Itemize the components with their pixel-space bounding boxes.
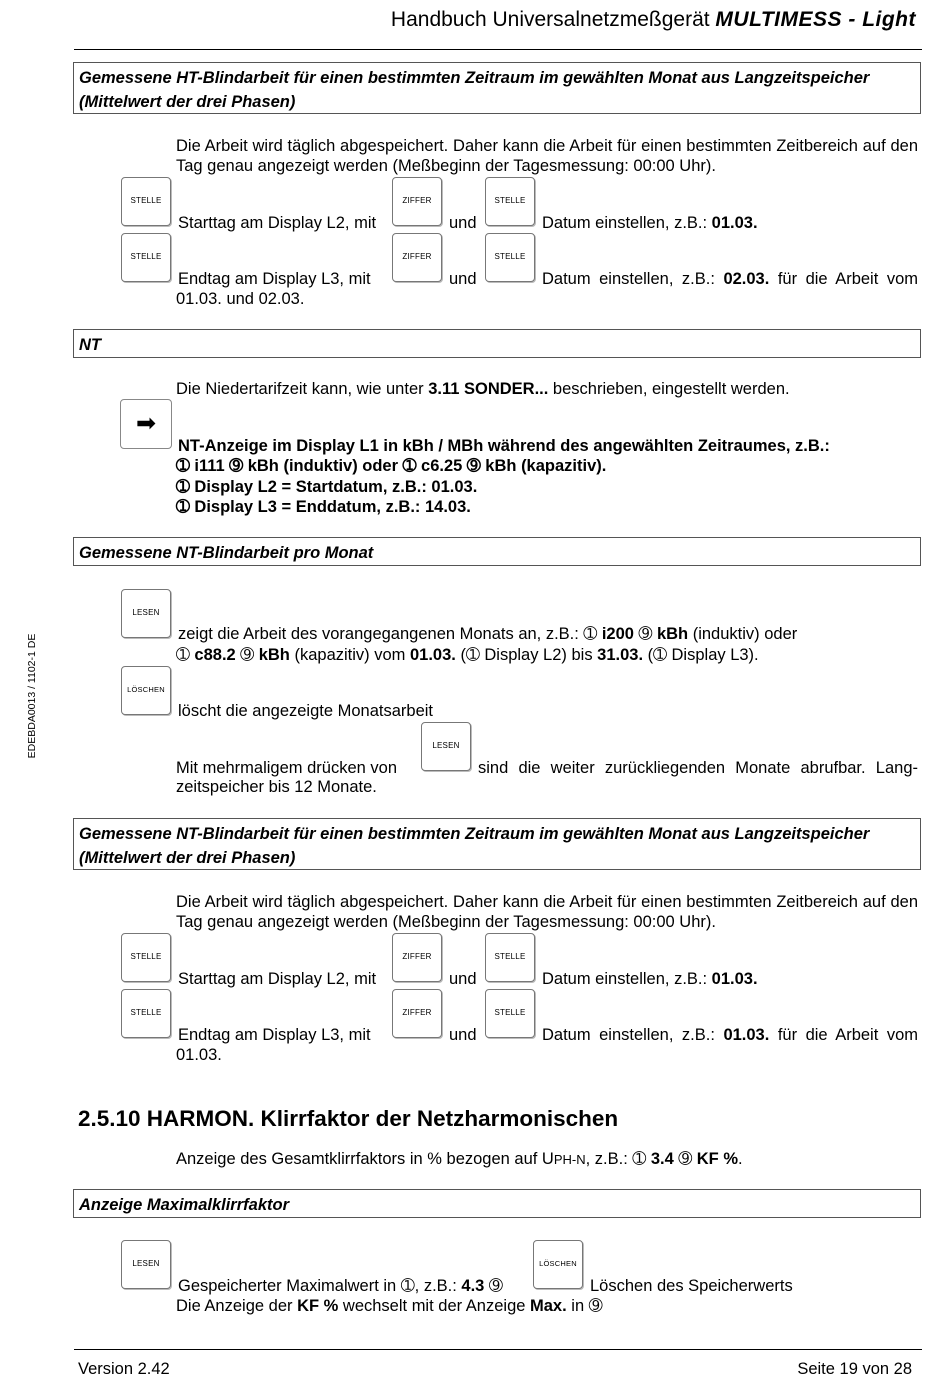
sec3-end-label: Endtag am Display L3, mit <box>178 1026 371 1044</box>
stelle-key-icon: STELLE <box>121 989 171 1038</box>
stelle-key-icon: STELLE <box>485 933 535 982</box>
arrow-right-icon: ➡ <box>120 399 172 449</box>
und-label: und <box>449 214 477 232</box>
sec2-more-b: sind die weiter zurückliegenden Monate abrufbar. Lang- <box>478 759 918 777</box>
stelle-key-icon: STELLE <box>121 933 171 982</box>
nt-line-3: ➀ Display L2 = Startdatum, z.B.: 01.03. <box>176 478 478 496</box>
sec3-start-label: Starttag am Display L2, mit <box>178 970 377 988</box>
stelle-key-icon: STELLE <box>485 989 535 1038</box>
section-title-ht-period: Gemessene HT-Blindarbeit für einen bestimmten Zeitraum im gewählten Monat aus Langzeitspeicher (Mittelwert der drei Phasen) <box>73 62 921 114</box>
sec2-more-c: zeitspeicher bis 12 Monate. <box>176 778 377 796</box>
stelle-key-icon: STELLE <box>121 177 171 226</box>
sec3-start-date: Datum einstellen, z.B.: 01.03. <box>542 970 758 988</box>
section-title-nt: NT <box>73 329 921 358</box>
nt-line-2: ➀ i111 ➈ kBh (induktiv) oder ➀ c6.25 ➈ kBh (kapazitiv). <box>176 457 607 475</box>
sec1-end-date: Datum einstellen, z.B.: 02.03. für die Arbeit vom <box>542 270 918 288</box>
stelle-key-icon: STELLE <box>485 177 535 226</box>
sec4-line-2: Die Anzeige der KF % wechselt mit der Anzeige Max. in ➈ <box>176 1297 603 1315</box>
brand-name: MULTIMESS - Light <box>715 8 916 31</box>
sec2-more-a: Mit mehrmaligem drücken von <box>176 759 397 777</box>
lesen-key-icon: LESEN <box>121 589 171 638</box>
sec4-delete-text: Löschen des Speicherwerts <box>590 1277 793 1295</box>
sec1-start-date: Datum einstellen, z.B.: 01.03. <box>542 214 758 232</box>
sec3-end-date: Datum einstellen, z.B.: 01.03. für die Arbeit vom <box>542 1026 918 1044</box>
und-label: und <box>449 970 477 988</box>
sec4-line-1: Gespeicherter Maximalwert in ➀, z.B.: 4.3 ➈ <box>178 1277 503 1295</box>
und-label: und <box>449 1026 477 1044</box>
lesen-key-icon: LESEN <box>121 1240 171 1289</box>
ziffer-key-icon: ZIFFER <box>392 233 442 282</box>
nt-line-1: NT-Anzeige im Display L1 in kBh / MBh während des angewählten Zeitraumes, z.B.: <box>178 437 830 455</box>
stelle-key-icon: STELLE <box>485 233 535 282</box>
footer-version: Version 2.42 <box>78 1360 170 1378</box>
header-title: Handbuch Universalnetzmeßgerät <box>390 8 716 31</box>
sec2-line-1: zeigt die Arbeit des vorangegangenen Monats an, z.B.: ➀ i200 ➈ kBh (induktiv) oder <box>178 625 798 643</box>
ziffer-key-icon: ZIFFER <box>392 989 442 1038</box>
footer-page-number: Seite 19 von 28 <box>797 1360 912 1378</box>
section-heading-harmon: 2.5.10 HARMON. Klirrfaktor der Netzharmonischen <box>78 1106 619 1131</box>
header-rule <box>74 49 922 50</box>
loeschen-key-icon: LÖSCHEN <box>121 666 171 715</box>
harmon-description: Anzeige des Gesamtklirrfaktors in % bezogen auf UPH-N, z.B.: ➀ 3.4 ➈ KF %. <box>176 1150 743 1168</box>
sec3-paragraph: Die Arbeit wird täglich abgespeichert. Daher kann die Arbeit für einen bestimmten Zeitbereich auf den Tag genau angezeigt werden (Meßbeginn der Tagesmessung: 00:00 Uhr). <box>176 893 918 931</box>
sec1-end-label: Endtag am Display L3, mit <box>178 270 371 288</box>
sec1-end-date-cont: 01.03. und 02.03. <box>176 290 305 308</box>
sec1-paragraph: Die Arbeit wird täglich abgespeichert. Daher kann die Arbeit für einen bestimmten Zeitbereich auf den Tag genau angezeigt werden (Meßbeginn der Tagesmessung: 00:00 Uhr). <box>176 137 918 175</box>
loeschen-key-icon: LÖSCHEN <box>533 1240 583 1289</box>
footer-rule <box>74 1349 922 1350</box>
document-header <box>391 8 916 32</box>
section-title-nt-month: Gemessene NT-Blindarbeit pro Monat <box>73 537 921 566</box>
sec2-line-2: ➀ c88.2 ➈ kBh (kapazitiv) vom 01.03. (➀ Display L2) bis 31.03. (➀ Display L3). <box>176 646 759 664</box>
stelle-key-icon: STELLE <box>121 233 171 282</box>
nt-line-4: ➀ Display L3 = Enddatum, z.B.: 14.03. <box>176 498 471 516</box>
sec3-end-date-cont: 01.03. <box>176 1046 222 1064</box>
section-title-nt-period: Gemessene NT-Blindarbeit für einen bestimmten Zeitraum im gewählten Monat aus Langzeitspeicher (Mittelwert der drei Phasen) <box>73 818 921 870</box>
ziffer-key-icon: ZIFFER <box>392 177 442 226</box>
section-title-max-klirrfaktor: Anzeige Maximalklirrfaktor <box>73 1189 921 1218</box>
nt-paragraph: Die Niedertarifzeit kann, wie unter 3.11 SONDER... beschrieben, eingestellt werden. <box>176 380 790 398</box>
side-document-code: EDEBDA0013 / 1102-1 DE <box>26 633 38 759</box>
ziffer-key-icon: ZIFFER <box>392 933 442 982</box>
sec1-start-label: Starttag am Display L2, mit <box>178 214 377 232</box>
und-label: und <box>449 270 477 288</box>
sec2-delete-text: löscht die angezeigte Monatsarbeit <box>178 702 433 720</box>
lesen-key-icon: LESEN <box>421 722 471 771</box>
